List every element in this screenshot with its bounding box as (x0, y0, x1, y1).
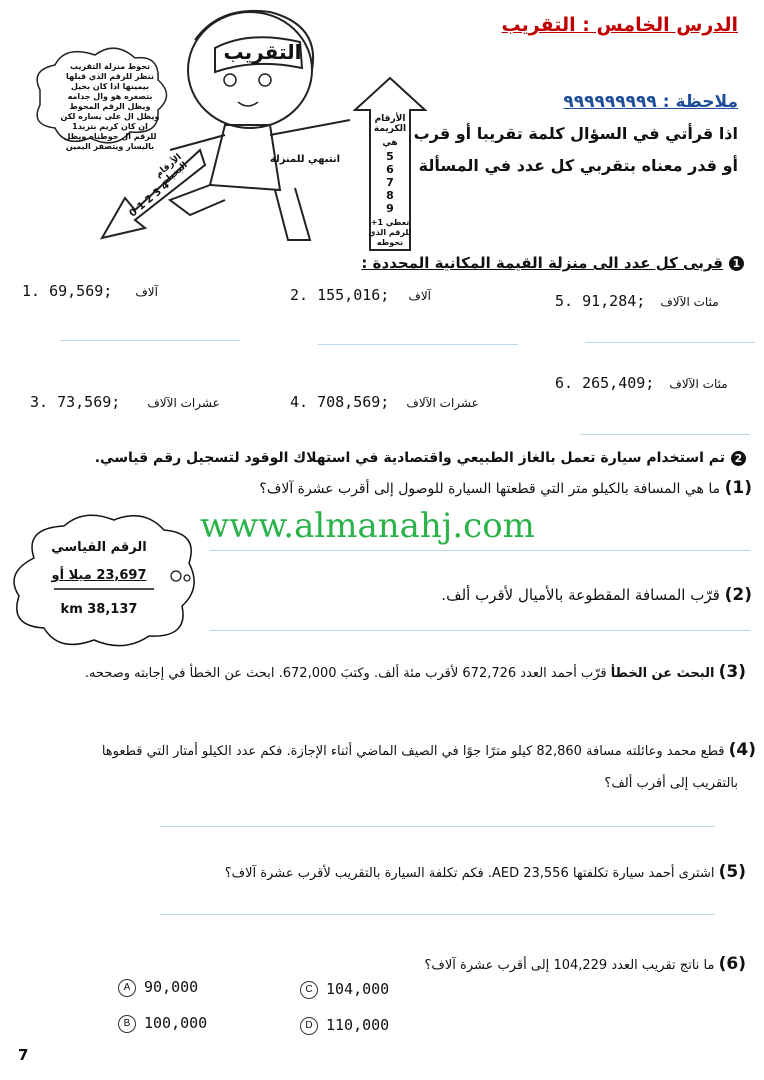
question-number: (4) (728, 740, 756, 760)
answer-line-q2[interactable] (210, 630, 750, 631)
section2-heading-text: تم استخدام سيارة تعمل بالغاز الطبيعي واقتصادية في استهلاك الوقود لتسجيل رقم قياسي. (94, 450, 725, 466)
question-5 (225, 862, 746, 882)
right-arrow-sub: هي (382, 138, 398, 148)
choice-value: 100,000 (144, 1014, 208, 1032)
question-number: (2) (724, 585, 752, 605)
choice-c[interactable] (300, 980, 389, 999)
section1-heading-text: قربى كل عدد الى منزلة القيمة المكانية المحددة : (361, 254, 723, 272)
answer-line-6[interactable] (580, 434, 750, 435)
answer-line-5[interactable] (585, 342, 755, 343)
illustration-banner: التقريب (223, 40, 302, 64)
digit: 9 (386, 202, 394, 215)
question-text: ما ناتج تقريب العدد 104,229 إلى أقرب عشرة آلاف؟ (424, 958, 715, 973)
cloud-note: تحوط منزلة التقريب ننظر للرقم الذي قبلها بيمينها اذا كان بخيل بتصغره هو وال جدامه ويظل الرقم المحوط ويظل ال على يساره لكن ان كان كريم بتزيد1 للرقم ال حوطناه ويظل باليسار ويتصفر اليمين (60, 62, 160, 151)
lesson-title: الدرس الخامس : التقريب (501, 14, 738, 36)
question-3 (85, 662, 746, 682)
digit: 8 (386, 189, 394, 202)
item-4 (290, 393, 479, 411)
question-text: اشترى أحمد سيارة تكلفتها AED 23,556. فكم تكلفة السيارة بالتقريب لأقرب عشرة آلاف؟ (224, 866, 715, 881)
record-cloud (4, 508, 204, 653)
choice-b[interactable] (118, 1014, 207, 1033)
item-5 (555, 292, 719, 310)
question-4-cont: بالتقريب إلى أقرب ألف؟ (604, 776, 738, 791)
page-number: 7 (18, 1046, 29, 1064)
right-arrow-foot: تعطي 1+ للرقم الذي نحوطه (368, 218, 412, 247)
digit: 6 (386, 163, 394, 176)
answer-line-1[interactable] (60, 340, 240, 341)
question-text: قرّب المسافة المقطوعة بالأميال لأقرب ألف. (441, 586, 720, 604)
item-place: مئات الآلاف (660, 295, 719, 309)
item-place: آلاف (408, 289, 431, 303)
note-label: ملاحظة (675, 92, 738, 112)
answer-line-2[interactable] (318, 344, 518, 345)
item-place: عشرات الآلاف (406, 396, 479, 410)
item-place: عشرات الآلاف (147, 396, 220, 410)
question-bold: البحث عن الخطأ (610, 666, 715, 681)
choice-letter: A (118, 979, 136, 997)
item-6 (555, 374, 728, 392)
answer-line-q4[interactable] (160, 826, 715, 827)
question-number: (3) (718, 662, 746, 682)
choice-value: 90,000 (144, 978, 199, 996)
section2-bullet: 2 (731, 451, 746, 466)
question-text: قرّب أحمد العدد 672,726 لأقرب مئة ألف. وكتبَ 672,000. ابحث عن الخطأ في إجابته وصححه. (84, 666, 611, 681)
item-place: مئات الآلاف (669, 377, 728, 391)
digit: 7 (386, 176, 394, 189)
choice-value: 104,000 (326, 980, 390, 998)
choice-letter: D (300, 1017, 318, 1035)
rounding-illustration (20, 0, 460, 255)
item-place: آلاف (135, 285, 158, 299)
section1-heading (361, 254, 744, 272)
item-number: 1. 69,569; (22, 282, 113, 300)
choice-a[interactable] (118, 978, 198, 997)
question-number: (5) (718, 862, 746, 882)
note-line-2: أو قدر معناه بتقربي كل عدد في المسألة (418, 156, 738, 175)
answer-line-q5[interactable] (160, 914, 715, 915)
note-heading: ملاحظة : ٩٩٩٩٩٩٩٩٩ (563, 92, 738, 112)
question-number: (1) (724, 478, 752, 498)
question-text: ما هي المسافة بالكيلو متر التي قطعتها السيارة للوصول إلى أقرب عشرة آلاف؟ (259, 481, 721, 497)
section1-bullet: 1 (729, 256, 744, 271)
item-number: 3. 73,569; (30, 393, 121, 411)
note-line-1: اذا قرأتي في السؤال كلمة تقريبا أو قرب (413, 124, 738, 143)
choice-letter: C (300, 981, 318, 999)
question-1 (259, 478, 752, 498)
item-number: 2. 155,016; (290, 286, 390, 304)
question-2 (441, 585, 752, 605)
record-cloud-line2: km 38,137 (60, 602, 138, 617)
attention-label: انتبهي للمنزلة (269, 154, 341, 165)
section2-heading (95, 450, 746, 466)
question-4 (102, 740, 756, 760)
note-nines: ٩٩٩٩٩٩٩٩٩ (563, 92, 657, 112)
right-arrow-title: الأرقام الكريمة (373, 114, 407, 134)
item-number: 4. 708,569; (290, 393, 390, 411)
answer-line-q1[interactable] (210, 550, 750, 551)
right-arrow-digits (380, 150, 400, 215)
question-6 (425, 954, 746, 974)
choice-value: 110,000 (326, 1016, 390, 1034)
watermark: www.almanahj.com (200, 506, 535, 546)
item-number: 5. 91,284; (555, 292, 646, 310)
question-number: (6) (718, 954, 746, 974)
left-arrow-title: الأرقام البخيلة (153, 152, 190, 188)
digit: 5 (386, 150, 394, 163)
choice-letter: B (118, 1015, 136, 1033)
item-2 (290, 286, 431, 304)
item-3 (30, 393, 220, 411)
left-arrow-digits: 0 1 2 3 4 (127, 179, 172, 220)
choice-d[interactable] (300, 1016, 389, 1035)
record-cloud-title: الرقم القياسي (51, 540, 147, 555)
question-text: قطع محمد وعائلته مسافة 82,860 كيلو مترًا جوًا في الصيف الماضي أثناء الإجازة. فكم عدد الكيلو أمتار التي قطعوها (101, 744, 725, 759)
record-cloud-line1: 23,697 ميلا أو (51, 568, 147, 583)
item-number: 6. 265,409; (555, 374, 655, 392)
item-1 (22, 282, 158, 300)
